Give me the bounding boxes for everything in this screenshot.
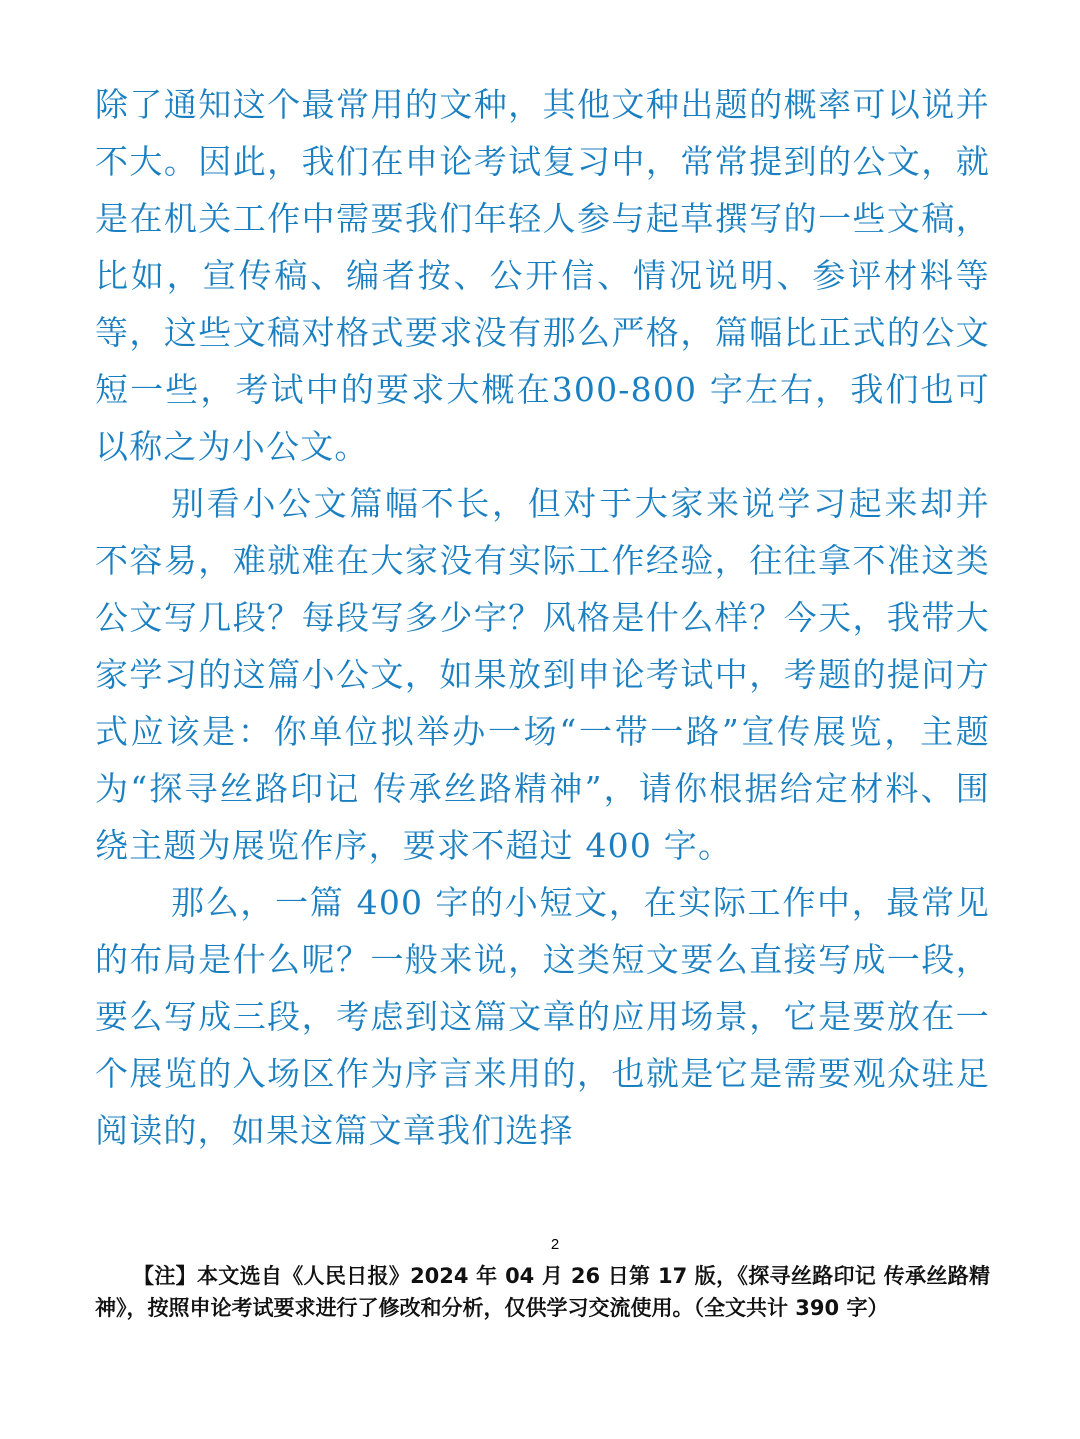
article-body: [95, 76, 990, 1159]
paragraph-3: 那么，一篇 400 字的小短文，在实际工作中，最常见的布局是什么呢？一般来说，这类短文要么直接写成一段，要么写成三段，考虑到这篇文章的应用场景，它是要放在一个展览的入场区作为序言来用的，也就是它是需要观众驻足阅读的，如果这篇文章我们选择: [95, 883, 990, 1150]
page-number: 2: [550, 1236, 560, 1253]
paragraph-2: 别看小公文篇幅不长，但对于大家来说学习起来却并不容易，难就难在大家没有实际工作经验，往往拿不准这类公文写几段？每段写多少字？风格是什么样？今天，我带大家学习的这篇小公文，如果放到申论考试中，考题的提问方式应该是：你单位拟举办一场“一带一路”宣传展览，主题为“探寻丝路印记 传承丝路精神”，请你根据给定材料、围绕主题为展览作序，要求不超过 400 字。: [95, 484, 990, 865]
paragraph-1: 除了通知这个最常用的文种，其他文种出题的概率可以说并不大。因此，我们在申论考试复习中，常常提到的公文，就是在机关工作中需要我们年轻人参与起草撰写的一些文稿，比如，宣传稿、编者按、公开信、情况说明、参评材料等等，这些文稿对格式要求没有那么严格，篇幅比正式的公文短一些，考试中的要求大概在300-800 字左右，我们也可以称之为小公文。: [95, 85, 990, 466]
footnote: 【注】本文选自《人民日报》2024 年 04 月 26 日第 17 版，《探寻丝路印记 传承丝路精神》，按照申论考试要求进行了修改和分析，仅供学习交流使用。（全文共计 390 字）: [95, 1264, 990, 1320]
